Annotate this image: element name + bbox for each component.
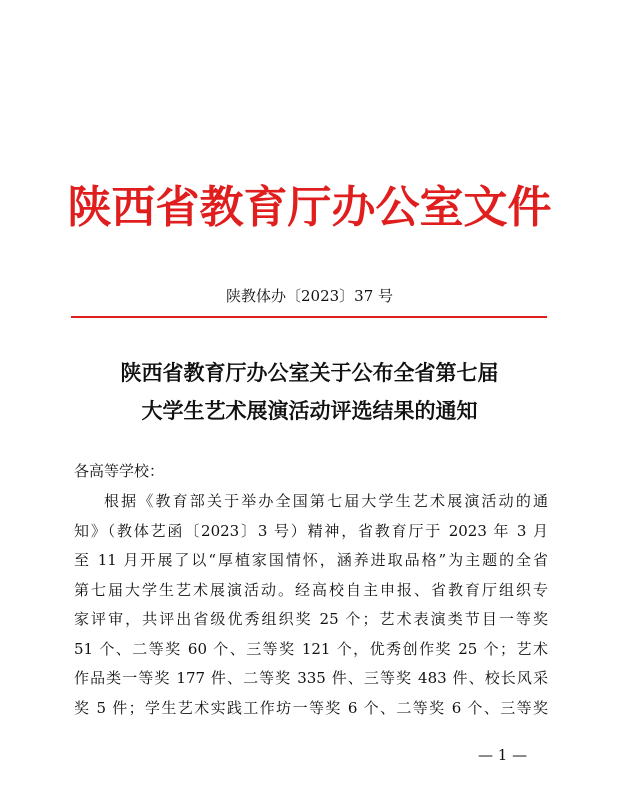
- salutation: 各高等学校：: [74, 462, 165, 480]
- notice-title-line-2: 大学生艺术展演活动评选结果的通知: [141, 398, 478, 423]
- body-paragraph: [74, 487, 548, 723]
- document-header-title: 陕西省教育厅办公室文件: [67, 182, 552, 233]
- page-number: — 1 —: [478, 746, 528, 764]
- red-divider-line: [71, 316, 547, 318]
- document-number: 陕教体办〔2023〕37 号: [225, 287, 394, 305]
- body-line: 至 11 月开展了以“厚植家国情怀，涵养进取品格”为主题的全省: [74, 551, 548, 569]
- body-line: 第七届大学生艺术展演活动。经高校自主申报、省教育厅组织专: [74, 580, 548, 599]
- notice-title: [0, 354, 619, 430]
- body-line: 51 个、二等奖 60 个、三等奖 121 个，优秀创作奖 25 个；艺术: [74, 639, 548, 658]
- body-line: 根据《教育部关于举办全国第七届大学生艺术展演活动的通: [104, 492, 548, 510]
- notice-title-line-1: 陕西省教育厅办公室关于公布全省第七届: [120, 360, 499, 385]
- body-line: 作品类一等奖 177 件、二等奖 335 件、三等奖 483 件、校长风采: [74, 669, 548, 687]
- body-line: 家评审，共评出省级优秀组织奖 25 个；艺术表演类节目一等奖: [74, 610, 548, 628]
- body-line: 知》（教体艺函〔2023〕3 号）精神，省教育厅于 2023 年 3 月: [74, 521, 548, 540]
- body-line: 奖 5 件；学生艺术实践工作坊一等奖 6 个、二等奖 6 个、三等奖: [74, 698, 548, 717]
